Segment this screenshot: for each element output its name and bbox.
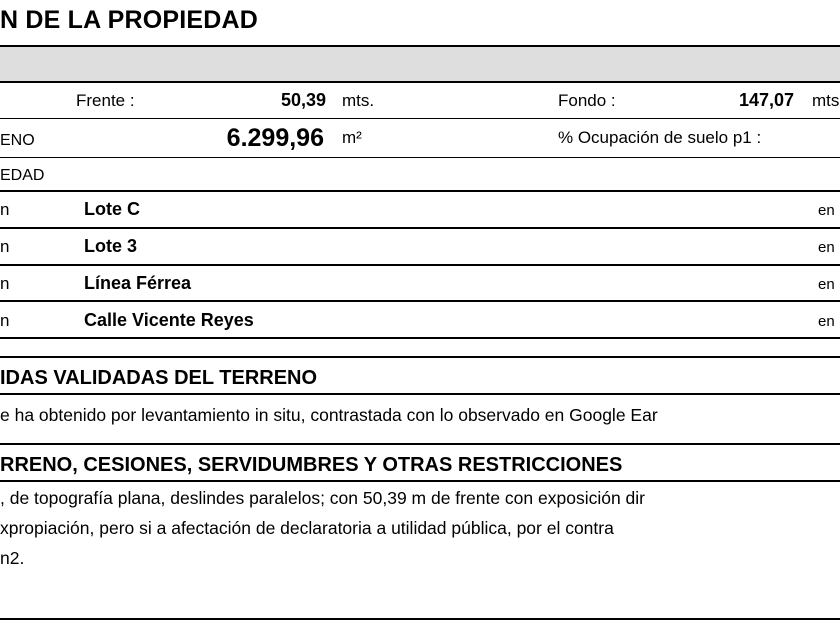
section-divider [0,393,840,395]
terreno-text-line2: xpropiación, pero si a afectación de declaratoria a utilidad pública, por el contra [0,518,614,538]
page-title: N DE LA PROPIEDAD [0,6,259,34]
medidas-heading: IDAS VALIDADAS DEL TERRENO [0,367,318,389]
section-top-border [0,443,840,445]
terreno-heading: RRENO, CESIONES, SERVIDUMBRES Y OTRAS RESTRICCIONES [0,454,623,476]
lindero-suffix: en [818,202,835,219]
row-divider [0,300,840,302]
lindero-name: Lote C [84,199,140,219]
section-top-border [0,356,840,358]
lindero-name: Calle Vicente Reyes [84,310,254,330]
row-divider [0,157,840,158]
area-value: 6.299,96 [226,124,324,152]
lindero-name: Línea Férrea [84,273,192,293]
terreno-label: ENO [0,132,35,149]
lindero-suffix: en [818,313,835,330]
lindero-prefix: n [0,311,10,330]
section-divider [0,480,840,482]
table-divider [0,81,840,83]
area-unit: m² [342,128,362,147]
lindero-prefix: n [0,274,10,293]
linderos-header: EDAD [0,167,45,184]
row-divider [0,227,840,229]
lindero-suffix: en [818,239,835,256]
lindero-name: Lote 3 [84,236,138,256]
row-divider [0,190,840,192]
row-divider [0,264,840,266]
table-header-band [0,47,840,81]
section-bottom-border [0,618,840,620]
ocupacion-label: % Ocupación de suelo p1 : [558,128,762,147]
fondo-value: 147,07 [738,90,794,110]
frente-value: 50,39 [280,90,326,110]
frente-unit: mts. [342,91,375,110]
frente-label: Frente : [76,91,135,110]
lindero-suffix: en [818,276,835,293]
medidas-text: e ha obtenido por levantamiento in situ, contrastada con lo observado en Google Ear [0,405,658,425]
fondo-label: Fondo : [558,91,616,110]
terreno-text-line3: n2. [0,548,25,568]
terreno-text-line1: , de topografía plana, deslindes paralelos; con 50,39 m de frente con exposición dir [0,488,645,508]
lindero-prefix: n [0,200,10,219]
row-divider [0,118,840,119]
lindero-prefix: n [0,237,10,256]
fondo-unit: mts [812,91,840,110]
table-bottom-border [0,337,840,339]
